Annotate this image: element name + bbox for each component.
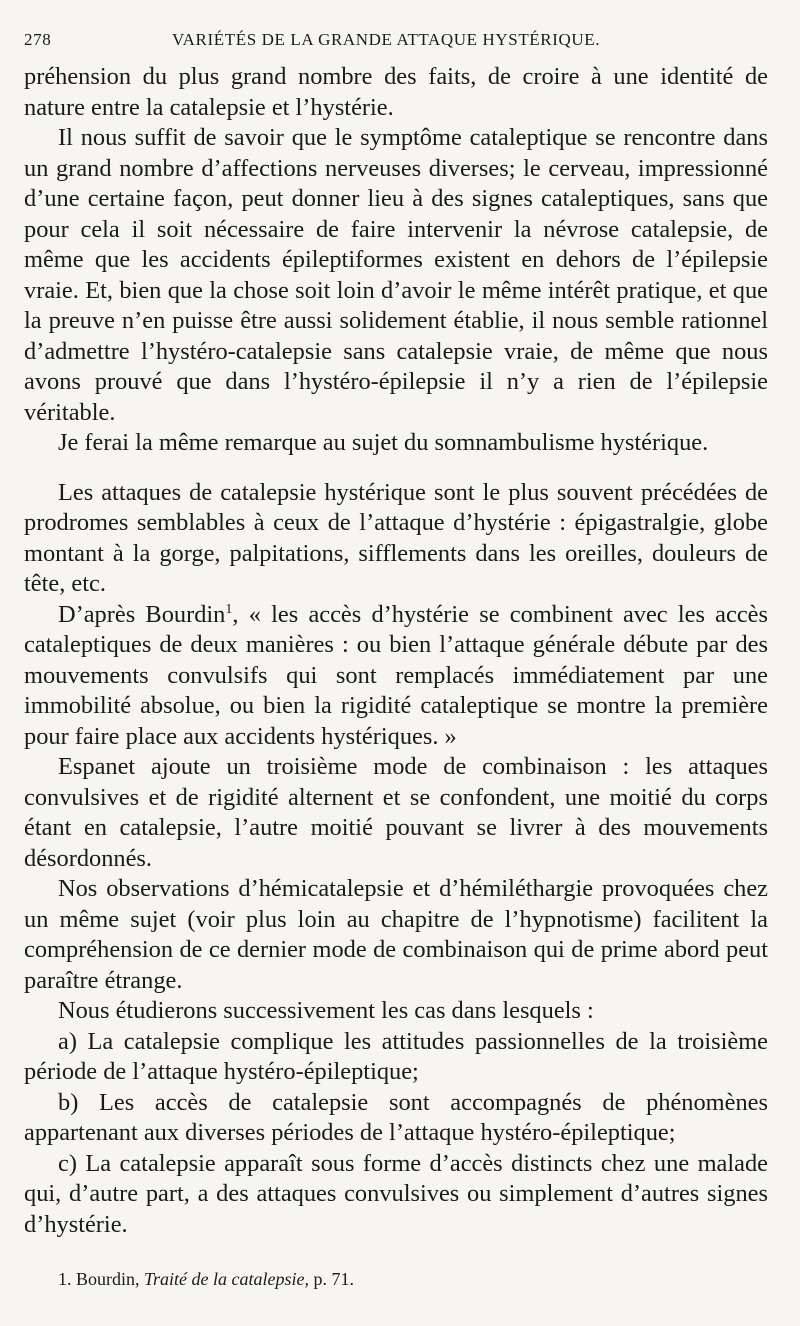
paragraph: Je ferai la même remarque au sujet du somnambulisme hystérique.	[58, 429, 709, 456]
body-text	[24, 62, 768, 1240]
footnote-reference[interactable]: 1	[225, 601, 233, 617]
paragraph: préhension du plus grand nombre des faits, de croire à une identité de nature entre la catalepsie et l’hystérie.	[24, 63, 768, 121]
list-item-a: a) La catalepsie complique les attitudes passionnelles de la troisième période de l’attaque hystéro-épileptique;	[24, 1027, 768, 1085]
paragraph: Il nous suffit de savoir que le symptôme cataleptique se rencontre dans un grand nombre d’affections nerveuses diverses; le cerveau, impressionné d’une certaine façon, peut donner lieu à des signes cataleptiques, sans que pour cela il soit nécessaire de faire intervenir la névrose catalepsie, de même que les accidents épileptiformes existent en dehors de l’épilepsie vraie. Et, bien que la chose soit loin d’avoir le même intérêt pratique, et que la preuve n’en puisse être aussi solidement établie, il nous semble rationnel d’admettre l’hystéro-catalepsie sans catalepsie vraie, de même que nous avons prouvé que dans l’hystéro-épilepsie il n’y a rien de l’épilepsie véritable.	[24, 124, 768, 426]
footnote-page: p. 71.	[313, 1269, 354, 1289]
paragraph: Nos observations d’hémicatalepsie et d’hémiléthargie provoquées chez un même sujet (voir plus loin au chapitre de l’hypnotisme) facilitent la compréhension de ce dernier mode de combinaison qui de prime abord peut paraître étrange.	[24, 875, 768, 994]
list-item-b: b) Les accès de catalepsie sont accompagnés de phénomènes appartenant aux diverses périodes de l’attaque hystéro-épileptique;	[24, 1088, 768, 1146]
running-head: VARIÉTÉS DE LA GRANDE ATTAQUE HYSTÉRIQUE.	[172, 30, 601, 49]
page-header	[24, 30, 776, 60]
page-number: 278	[24, 30, 52, 49]
footnote-number: 1.	[58, 1269, 72, 1289]
paragraph: Nous étudierons successivement les cas dans lesquels :	[58, 997, 594, 1024]
footnote	[58, 1268, 758, 1290]
footnote-title: Traité de la catalepsie,	[144, 1269, 309, 1289]
bourdin-text-start: D’après Bourdin	[58, 600, 226, 628]
paragraph: Les attaques de catalepsie hystérique sont le plus souvent précédées de prodromes semblables à ceux de l’attaque d’hystérie : épigastralgie, globe montant à la gorge, palpitations, sifflements dans les oreilles, douleurs de tête, etc.	[24, 478, 768, 597]
bourdin-quote: , « les accès d’hystérie se combinent avec les accès cataleptiques de deux manières : ou bien l’attaque générale débute par des mouvements convulsifs qui sont remplacés immédiatement par une immobilité absolue, ou bien la rigidité cataleptique se montre la première pour faire place aux accidents hystériques. »	[24, 600, 768, 750]
paragraph: Espanet ajoute un troisième mode de combinaison : les attaques convulsives et de rigidité alternent et se confondent, une moitié du corps étant en catalepsie, l’autre moitié pouvant se livrer à des mouvements désordonnés.	[24, 753, 768, 872]
paragraph-bourdin	[24, 600, 768, 753]
footnote-author: Bourdin,	[76, 1269, 140, 1289]
list-item-c: c) La catalepsie apparaît sous forme d’accès distincts chez une malade qui, d’autre part, a des attaques convulsives ou simplement d’autres signes d’hystérie.	[24, 1149, 768, 1238]
